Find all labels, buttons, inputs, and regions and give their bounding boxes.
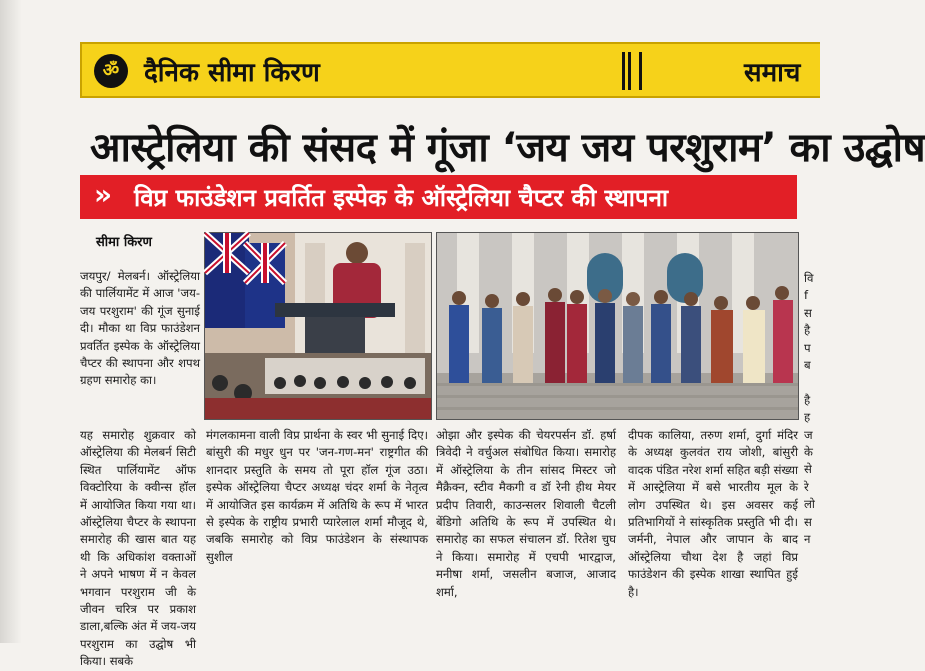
article-paragraph: यह समारोह शुक्रवार को ऑस्ट्रेलिया की मेलबर्न सिटी स्थित पार्लियामेंट ऑफ विक्टोरिया के क्वीन्स हॉल में आयोजित किया गया था। ऑस्ट्रेलिया चैप्टर के स्थापना समारोह की खास बात यह थी कि अधिकांश वक्ताओं ने अपने भाषण में न केवल भगवान परशुराम जी के जीवन चरित्र पर प्रकाश डाला,बल्कि अंत में जय-जय परशुराम का उद्घोष भी किया। सबके xyxy=(80,428,196,669)
photo-group-parliament xyxy=(436,232,799,420)
article-paragraph: दीपक कालिया, तरुण शर्मा, दुर्गा मंदिर के अध्यक्ष कुलवंत राय जोशी, बांसुरी वादक पंडित नरेश शर्मा सहित बड़ी संख्या में आस्ट्रेलिया में बसे भारतीय मूल के लोग उपस्थित थे। इस अवसर कई प्रतिभागियों ने सांस्कृतिक प्रस्तुति भी दी। जर्मनी, नेपाल और जापान के बाद ऑस्ट्रेलिया चौथा देश है जहां विप्र फाउंडेशन की इस्पेक शाखा स्थापित हुई है। xyxy=(628,428,798,599)
article-column-intro xyxy=(80,268,200,390)
headline: आस्ट्रेलिया की संसद में गूंजा ‘जय जय परशुराम’ का उद्घोष xyxy=(90,125,925,171)
next-column-cutoff xyxy=(804,270,818,643)
article-paragraph: जयपुर/ मेलबर्न। ऑस्ट्रेलिया की पार्लियामेंट में आज 'जय- जय परशुराम' की गूंज सुनाई दी। मौका था विप्र फाउंडेशन प्रवर्तित इस्पेक के ऑस्ट्रेलिया चैप्टर की स्थापना और शपथ ग्रहण समारोह का। xyxy=(80,269,200,388)
article-column-1 xyxy=(80,427,196,671)
article-paragraph: ओझा और इस्पेक की चेयरपर्सन डॉ. हर्षा त्रिवेदी ने वर्चुअल संबोधित किया। समारोह में ऑस्ट्रेलिया के तीन सांसद मिस्टर जो मैक्रैक्न, स्टीव मैकगी व डॉ रेनी हीथ मेयर प्रदीप तिवारी, काउन्सलर शिवाली चैटली बेंडिगो अतिथि के रूप में उपस्थित थे। समारोह का सफल संचालन डॉ. रितेश चुघ ने किया। समारोह में एचपी भारद्वाज, मनीषा शर्मा, जसलीन बजाज, आजाद शर्मा, xyxy=(436,428,616,599)
byline: सीमा किरण xyxy=(96,235,152,250)
photo-group-illustration xyxy=(437,233,798,419)
article-column-2 xyxy=(206,427,428,566)
subheadline-banner xyxy=(80,175,797,219)
masthead-right-text: समाच xyxy=(744,58,801,88)
page-fold-shadow xyxy=(0,0,22,643)
subheadline-text: विप्र फाउंडेशन प्रवर्तित इस्पेक के ऑस्ट्रेलिया चैप्टर की स्थापना xyxy=(134,184,669,212)
masthead-divider xyxy=(622,52,642,90)
masthead xyxy=(80,42,820,98)
photo-speaker-illustration xyxy=(205,233,431,419)
chevron-icon: » xyxy=(94,178,113,211)
newspaper-title: दैनिक सीमा किरण xyxy=(144,58,320,88)
article-column-3 xyxy=(436,427,616,601)
photo-speaker-podium xyxy=(204,232,432,420)
cutoff-text: वि f स है प ब है ह ज के से रे लो स न xyxy=(804,271,815,547)
om-logo-icon: ॐ xyxy=(94,54,128,88)
article-paragraph: मंगलकामना वाली विप्र प्रार्थना के स्वर भी सुनाई दिए। बांसुरी की मधुर धुन पर 'जन-गण-मन' राष्ट्रगीत की शानदार प्रस्तुति के समय तो पूरा हॉल गूंज उठा। इस्पेक ऑस्ट्रेलिया चैप्टर अध्यक्ष चंदर शर्मा के नेतृत्व में आयोजित इस कार्यक्रम में अतिथि के रूप में भारत से इस्पेक के राष्ट्रीय प्रभारी प्यारेलाल शर्मा मौजूद थे, जबकि समारोह को विप्र फाउंडेशन के संस्थापक सुशील xyxy=(206,428,428,564)
article-column-4 xyxy=(628,427,798,601)
